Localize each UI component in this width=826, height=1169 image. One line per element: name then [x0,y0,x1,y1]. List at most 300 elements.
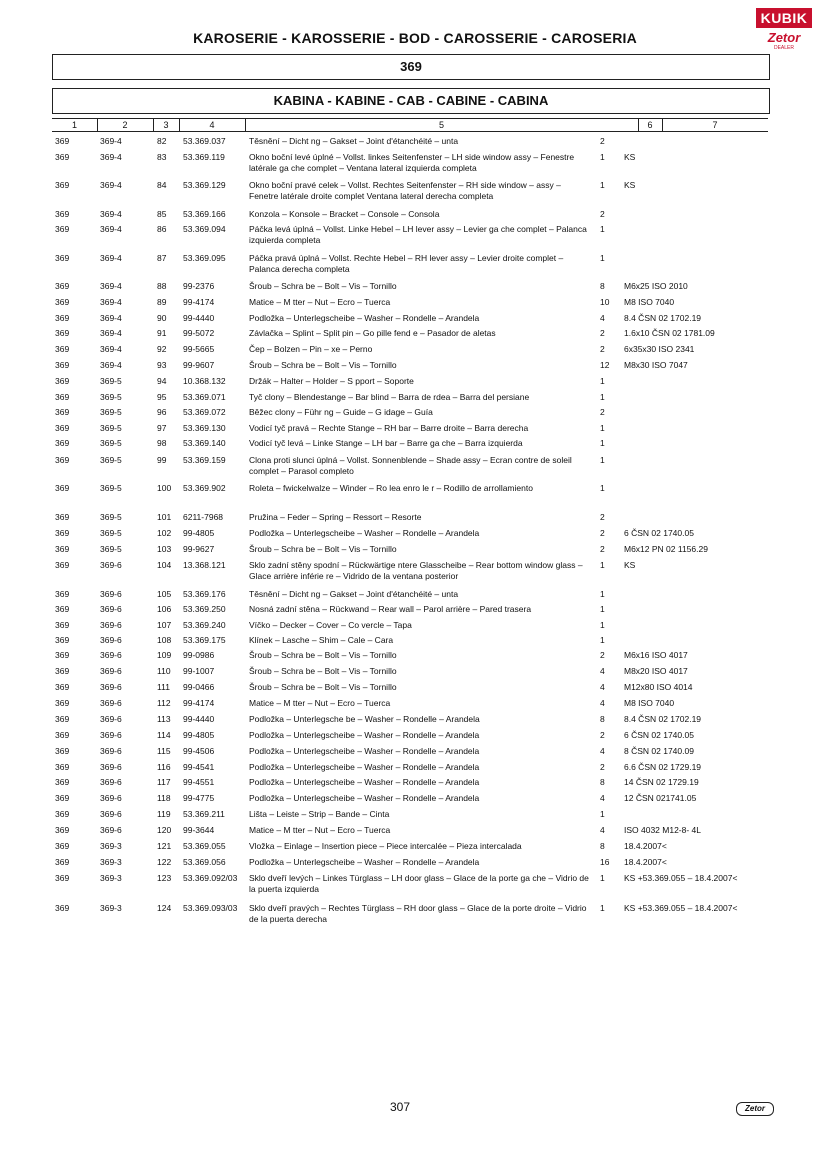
cell-c4: 53.369.094 [183,224,226,234]
dealer-logo-text: DEALER [773,45,794,51]
column-header-row [52,118,768,132]
cell-c5: Sklo dveří levých – Linkes Türglass – LH door glass – Glace de la porte ga che – Vidrio de la puerta izquierda [249,873,589,894]
cell-c4: 99-4174 [183,297,215,307]
cell-c6: 1 [600,635,605,645]
cell-c7: 18.4.2007< [624,841,667,851]
cell-c6: 10 [600,297,610,307]
cell-c1: 369 [55,328,70,338]
cell-c5: Šroub – Schra be – Bolt – Vis – Tornillo [249,666,397,676]
cell-c5: Držák – Halter – Holder – S pport – Soporte [249,376,414,386]
cell-c1: 369 [55,903,70,913]
cell-c1: 369 [55,438,70,448]
catalog-heading: KAROSERIE - KAROSSERIE - BOD - CAROSSERIE - CAROSERIA [193,30,637,46]
cell-c3: 122 [157,857,172,867]
column-header: 5 [245,119,639,131]
cell-c2: 369-3 [100,903,122,913]
cell-c5: Šroub – Schra be – Bolt – Vis – Tornillo [249,360,397,370]
cell-c7: KS +53.369.055 – 18.4.2007< [624,873,738,883]
cell-c4: 53.369.159 [183,455,226,465]
cell-c4: 99-2376 [183,281,215,291]
column-header: 1 [52,119,98,131]
cell-c1: 369 [55,746,70,756]
cell-c6: 4 [600,746,605,756]
cell-c4: 99-4805 [183,730,215,740]
cell-c4: 53.369.211 [183,809,225,819]
cell-c4: 53.369.176 [183,589,226,599]
cell-c2: 369-4 [100,209,122,219]
cell-c7: M6x25 ISO 2010 [624,281,688,291]
cell-c5: Konzola – Konsole – Bracket – Console – Consola [249,209,440,219]
cell-c6: 2 [600,512,605,522]
cell-c6: 1 [600,376,605,386]
cell-c2: 369-5 [100,407,122,417]
cell-c4: 99-4541 [183,762,215,772]
cell-c6: 2 [600,344,605,354]
cell-c5: Nosná zadní stěna – Rückwand – Rear wall – Parol arrière – Pared trasera [249,604,532,614]
section-title-box: KABINA - KABINE - CAB - CABINE - CABINA [52,88,770,114]
cell-c3: 92 [157,344,167,354]
column-header: 6 [638,119,663,131]
cell-c5: Podložka – Unterlegscheibe – Washer – Rondelle – Arandela [249,528,480,538]
cell-c6: 1 [600,392,605,402]
kubik-logo-text: KUBIK [756,8,812,28]
cell-c5: Tyč clony – Blendestange – Bar blind – Barra de rdea – Barra del persiane [249,392,530,402]
cell-c6: 1 [600,224,605,234]
cell-c6: 1 [600,180,605,190]
cell-c5: Těsnění – Dicht ng – Gakset – Joint d'étanchéité – unta [249,136,459,146]
cell-c1: 369 [55,392,70,402]
cell-c5: Vodicí tyč pravá – Rechte Stange – RH bar – Barre droite – Barra derecha [249,423,529,433]
cell-c6: 4 [600,666,605,676]
cell-c7: M12x80 ISO 4014 [624,682,693,692]
cell-c2: 369-3 [100,857,122,867]
cell-c3: 120 [157,825,172,835]
cell-c4: 53.369.130 [183,423,226,433]
cell-c5: Okno boční pravé celek – Vollst. Rechtes Seitenfenster – RH side window – assy – Fenetre latérale droite complet Ventana lateral derecha completa [249,180,561,201]
cell-c3: 105 [157,589,172,599]
cell-c7: 18.4.2007< [624,857,667,867]
cell-c5: Podložka – Unterlegscheibe – Washer – Rondelle – Arandela [249,313,480,323]
cell-c1: 369 [55,224,70,234]
cell-c6: 1 [600,253,605,263]
cell-c4: 99-0986 [183,650,215,660]
group-number-box: 369 [52,54,770,80]
cell-c2: 369-4 [100,136,122,146]
cell-c6: 4 [600,682,605,692]
cell-c2: 369-4 [100,281,122,291]
cell-c4: 99-0466 [183,682,215,692]
cell-c5: Sklo dveří pravých – Rechtes Türglass – RH door glass – Glace de la porte droite – Vidrio de la puerta derecha [249,903,587,924]
cell-c3: 118 [157,793,171,803]
cell-c4: 53.369.175 [183,635,226,645]
cell-c2: 369-5 [100,512,122,522]
cell-c7: 6.6 ČSN 02 1729.19 [624,762,702,772]
cell-c1: 369 [55,313,70,323]
cell-c4: 99-5072 [183,328,215,338]
cell-c6: 2 [600,730,605,740]
cell-c6: 1 [600,560,605,570]
cell-c3: 107 [157,620,172,630]
cell-c2: 369-6 [100,746,122,756]
cell-c6: 12 [600,360,610,370]
cell-c5: Šroub – Schra be – Bolt – Vis – Tornillo [249,682,397,692]
cell-c2: 369-6 [100,589,122,599]
cell-c2: 369-5 [100,423,122,433]
cell-c2: 369-5 [100,528,122,538]
zetor-logo-text: Zetor [767,30,801,45]
cell-c4: 6211-7968 [183,512,224,522]
cell-c4: 53.369.902 [183,483,226,493]
cell-c5: Roleta – fwickelwalze – Winder – Ro lea enro le r – Rodillo de arrollamiento [249,483,533,493]
cell-c1: 369 [55,620,70,630]
cell-c2: 369-4 [100,180,122,190]
cell-c3: 124 [157,903,172,913]
cell-c3: 99 [157,455,167,465]
cell-c6: 1 [600,152,605,162]
cell-c7: 8.4 ČSN 02 1702.19 [624,313,702,323]
cell-c3: 96 [157,407,167,417]
cell-c3: 85 [157,209,167,219]
cell-c6: 2 [600,407,605,417]
cell-c5: Běžec clony – Führ ng – Guide – G idage – Guía [249,407,433,417]
cell-c3: 88 [157,281,167,291]
cell-c5: Vložka – Einlage – Insertion piece – Piece intercalée – Pieza intercalada [249,841,522,851]
column-header: 4 [179,119,246,131]
cell-c3: 123 [157,873,172,883]
cell-c1: 369 [55,604,70,614]
cell-c4: 53.369.240 [183,620,226,630]
cell-c4: 13.368.121 [183,560,226,570]
cell-c4: 99-9607 [183,360,215,370]
cell-c5: Těsnění – Dicht ng – Gakset – Joint d'étanchéité – unta [249,589,459,599]
cell-c3: 112 [157,698,171,708]
cell-c1: 369 [55,297,70,307]
cell-c7: KS [624,560,636,570]
cell-c1: 369 [55,344,70,354]
cell-c7: KS [624,152,636,162]
cell-c3: 95 [157,392,167,402]
cell-c6: 8 [600,281,605,291]
cell-c1: 369 [55,281,70,291]
cell-c1: 369 [55,560,70,570]
cell-c1: 369 [55,136,70,146]
cell-c2: 369-6 [100,620,122,630]
cell-c1: 369 [55,650,70,660]
cell-c3: 83 [157,152,167,162]
cell-c3: 84 [157,180,167,190]
cell-c6: 1 [600,438,605,448]
cell-c6: 1 [600,873,605,883]
cell-c1: 369 [55,698,70,708]
cell-c2: 369-6 [100,666,122,676]
cell-c1: 369 [55,777,70,787]
cell-c7: M8 ISO 7040 [624,297,675,307]
cell-c4: 99-4440 [183,313,215,323]
cell-c2: 369-6 [100,809,122,819]
cell-c4: 99-4174 [183,698,215,708]
cell-c6: 4 [600,825,605,835]
cell-c3: 94 [157,376,167,386]
cell-c2: 369-3 [100,841,122,851]
cell-c3: 101 [157,512,172,522]
cell-c6: 2 [600,650,605,660]
cell-c6: 1 [600,589,605,599]
column-header: 7 [712,120,718,130]
cell-c7: M6x12 PN 02 1156.29 [624,544,708,554]
cell-c2: 369-6 [100,650,122,660]
cell-c3: 117 [157,777,171,787]
cell-c4: 99-1007 [183,666,215,676]
cell-c5: Víčko – Decker – Cover – Co vercle – Tapa [249,620,412,630]
cell-c2: 369-5 [100,544,122,554]
cell-c1: 369 [55,666,70,676]
cell-c6: 2 [600,544,605,554]
cell-c4: 99-9627 [183,544,215,554]
cell-c4: 53.369.250 [183,604,226,614]
cell-c6: 8 [600,777,605,787]
cell-c2: 369-4 [100,152,122,162]
cell-c2: 369-6 [100,714,122,724]
cell-c6: 2 [600,328,605,338]
cell-c3: 91 [157,328,167,338]
cell-c7: KS +53.369.055 – 18.4.2007< [624,903,738,913]
cell-c1: 369 [55,483,70,493]
cell-c6: 1 [600,455,605,465]
cell-c3: 103 [157,544,172,554]
cell-c5: Šroub – Schra be – Bolt – Vis – Tornillo [249,281,397,291]
cell-c6: 2 [600,528,605,538]
cell-c2: 369-6 [100,793,122,803]
cell-c7: 6x35x30 ISO 2341 [624,344,695,354]
cell-c4: 53.369.092/03 [183,873,238,883]
zetor-footer-logo: Zetor [736,1102,774,1116]
cell-c6: 2 [600,762,605,772]
cell-c7: M6x16 ISO 4017 [624,650,688,660]
cell-c3: 93 [157,360,167,370]
cell-c6: 1 [600,903,605,913]
cell-c7: 6 ČSN 02 1740.05 [624,528,694,538]
cell-c5: Šroub – Schra be – Bolt – Vis – Tornillo [249,544,397,554]
cell-c5: Matice – M tter – Nut – Ecro – Tuerca [249,698,391,708]
cell-c4: 53.369.166 [183,209,226,219]
cell-c4: 99-4805 [183,528,215,538]
cell-c2: 369-6 [100,777,122,787]
cell-c3: 90 [157,313,167,323]
cell-c3: 115 [157,746,171,756]
cell-c2: 369-5 [100,455,122,465]
cell-c5: Podložka – Unterlegscheibe – Washer – Rondelle – Arandela [249,746,480,756]
cell-c4: 99-4775 [183,793,215,803]
cell-c6: 1 [600,483,605,493]
cell-c2: 369-6 [100,730,122,740]
cell-c4: 53.369.071 [183,392,226,402]
cell-c5: Vodicí tyč levá – Linke Stange – LH bar – Barre ga che – Barra izquierda [249,438,523,448]
cell-c2: 369-5 [100,483,122,493]
cell-c1: 369 [55,873,70,883]
cell-c4: 53.369.072 [183,407,226,417]
cell-c1: 369 [55,793,70,803]
cell-c6: 1 [600,423,605,433]
cell-c6: 4 [600,793,605,803]
cell-c5: Šroub – Schra be – Bolt – Vis – Tornillo [249,650,397,660]
cell-c4: 99-3644 [183,825,215,835]
cell-c4: 53.369.119 [183,152,225,162]
cell-c5: Podložka – Unterlegscheibe – Washer – Rondelle – Arandela [249,793,480,803]
cell-c7: 14 ČSN 02 1729.19 [624,777,699,787]
cell-c6: 8 [600,841,605,851]
cell-c1: 369 [55,714,70,724]
cell-c4: 10.368.132 [183,376,226,386]
cell-c5: Clona proti slunci úplná – Vollst. Sonnenblende – Shade assy – Ecran contre de soleil complet – Parasol completo [249,455,572,476]
cell-c2: 369-4 [100,224,122,234]
cell-c2: 369-4 [100,253,122,263]
cell-c6: 2 [600,136,605,146]
cell-c5: Lišta – Leiste – Strip – Bande – Cinta [249,809,390,819]
cell-c3: 82 [157,136,167,146]
cell-c7: M8 ISO 7040 [624,698,675,708]
cell-c3: 97 [157,423,167,433]
cell-c2: 369-5 [100,376,122,386]
cell-c2: 369-4 [100,328,122,338]
cell-c3: 98 [157,438,167,448]
cell-c2: 369-5 [100,392,122,402]
cell-c1: 369 [55,253,70,263]
cell-c5: Podložka – Unterlegscheibe – Washer – Rondelle – Arandela [249,730,480,740]
cell-c6: 2 [600,209,605,219]
cell-c4: 53.369.140 [183,438,226,448]
cell-c3: 100 [157,483,172,493]
cell-c3: 109 [157,650,172,660]
cell-c6: 1 [600,620,605,630]
cell-c4: 99-5665 [183,344,215,354]
cell-c1: 369 [55,180,70,190]
cell-c4: 99-4551 [183,777,215,787]
cell-c1: 369 [55,857,70,867]
cell-c4: 53.369.095 [183,253,226,263]
cell-c1: 369 [55,544,70,554]
cell-c5: Čep – Bolzen – Pin – xe – Perno [249,344,373,354]
cell-c6: 16 [600,857,610,867]
cell-c1: 369 [55,635,70,645]
cell-c6: 1 [600,809,605,819]
cell-c5: Matice – M tter – Nut – Ecro – Tuerca [249,825,391,835]
cell-c1: 369 [55,512,70,522]
cell-c7: KS [624,180,636,190]
cell-c6: 8 [600,714,605,724]
cell-c3: 102 [157,528,172,538]
cell-c3: 113 [157,714,171,724]
cell-c5: Podložka – Unterlegscheibe – Washer – Rondelle – Arandela [249,857,480,867]
cell-c5: Matice – M tter – Nut – Ecro – Tuerca [249,297,391,307]
cell-c2: 369-3 [100,873,122,883]
cell-c5: Páčka levá úplná – Vollst. Linke Hebel – LH lever assy – Levier ga che complet – Palanca izquierda completa [249,224,587,245]
cell-c2: 369-4 [100,297,122,307]
cell-c5: Okno boční levé úplné – Vollst. linkes Seitenfenster – LH side window assy – Fenestre latérale ga che complet – Ventana lateral izquierda completa [249,152,575,173]
cell-c2: 369-6 [100,604,122,614]
cell-c1: 369 [55,682,70,692]
column-header: 3 [153,119,180,131]
cell-c3: 86 [157,224,167,234]
cell-c3: 116 [157,762,171,772]
cell-c5: Páčka pravá úplná – Vollst. Rechte Hebel – RH lever assy – Levier droite complet – Palanca derecha completa [249,253,564,274]
cell-c2: 369-6 [100,698,122,708]
cell-c7: 8.4 ČSN 02 1702.19 [624,714,702,724]
cell-c5: Podložka – Unterlegscheibe – Washer – Rondelle – Arandela [249,777,480,787]
cell-c4: 53.369.056 [183,857,226,867]
cell-c4: 53.369.037 [183,136,226,146]
cell-c7: ISO 4032 M12-8- 4L [624,825,702,835]
cell-c2: 369-6 [100,762,122,772]
column-header: 2 [97,119,154,131]
cell-c5: Závlačka – Splint – Split pin – Go pille fend e – Pasador de aletas [249,328,496,338]
cell-c1: 369 [55,841,70,851]
cell-c1: 369 [55,209,70,219]
cell-c3: 110 [157,666,171,676]
cell-c4: 53.369.055 [183,841,226,851]
cell-c3: 121 [157,841,172,851]
cell-c2: 369-6 [100,682,122,692]
cell-c1: 369 [55,730,70,740]
cell-c6: 4 [600,698,605,708]
cell-c4: 99-4440 [183,714,215,724]
cell-c1: 369 [55,455,70,465]
cell-c5: Podložka – Unterlegsche be – Washer – Rondelle – Arandela [249,714,480,724]
cell-c1: 369 [55,762,70,772]
cell-c2: 369-6 [100,635,122,645]
cell-c3: 89 [157,297,167,307]
cell-c4: 53.369.093/03 [183,903,238,913]
cell-c5: Sklo zadní stěny spodní – Rückwärtige ntere Glasscheibe – Rear bottom window glass – Glace arrière inférie re – Vidrido de la ventana posterior [249,560,583,581]
cell-c5: Podložka – Unterlegscheibe – Washer – Rondelle – Arandela [249,762,480,772]
cell-c2: 369-4 [100,313,122,323]
cell-c1: 369 [55,407,70,417]
cell-c6: 1 [600,604,605,614]
cell-c3: 106 [157,604,172,614]
cell-c3: 111 [157,682,170,692]
cell-c2: 369-4 [100,360,122,370]
cell-c4: 53.369.129 [183,180,226,190]
cell-c2: 369-5 [100,438,122,448]
cell-c3: 108 [157,635,172,645]
cell-c3: 87 [157,253,167,263]
cell-c3: 114 [157,730,171,740]
cell-c1: 369 [55,589,70,599]
cell-c2: 369-6 [100,560,122,570]
cell-c4: 99-4506 [183,746,215,756]
cell-c1: 369 [55,825,70,835]
cell-c7: M8x30 ISO 7047 [624,360,688,370]
cell-c1: 369 [55,423,70,433]
cell-c2: 369-6 [100,825,122,835]
cell-c1: 369 [55,809,70,819]
cell-c1: 369 [55,528,70,538]
cell-c2: 369-4 [100,344,122,354]
cell-c3: 119 [157,809,171,819]
page-number: 307 [390,1100,411,1114]
cell-c7: 1.6x10 ČSN 02 1781.09 [624,328,715,338]
cell-c1: 369 [55,152,70,162]
cell-c7: 6 ČSN 02 1740.05 [624,730,694,740]
cell-c3: 104 [157,560,172,570]
cell-c1: 369 [55,376,70,386]
cell-c5: Klínek – Lasche – Shim – Cale – Cara [249,635,394,645]
cell-c7: M8x20 ISO 4017 [624,666,688,676]
cell-c5: Pružina – Feder – Spring – Ressort – Resorte [249,512,422,522]
cell-c7: 12 ČSN 021741.05 [624,793,697,803]
cell-c6: 4 [600,313,605,323]
cell-c1: 369 [55,360,70,370]
cell-c7: 8 ČSN 02 1740.09 [624,746,694,756]
